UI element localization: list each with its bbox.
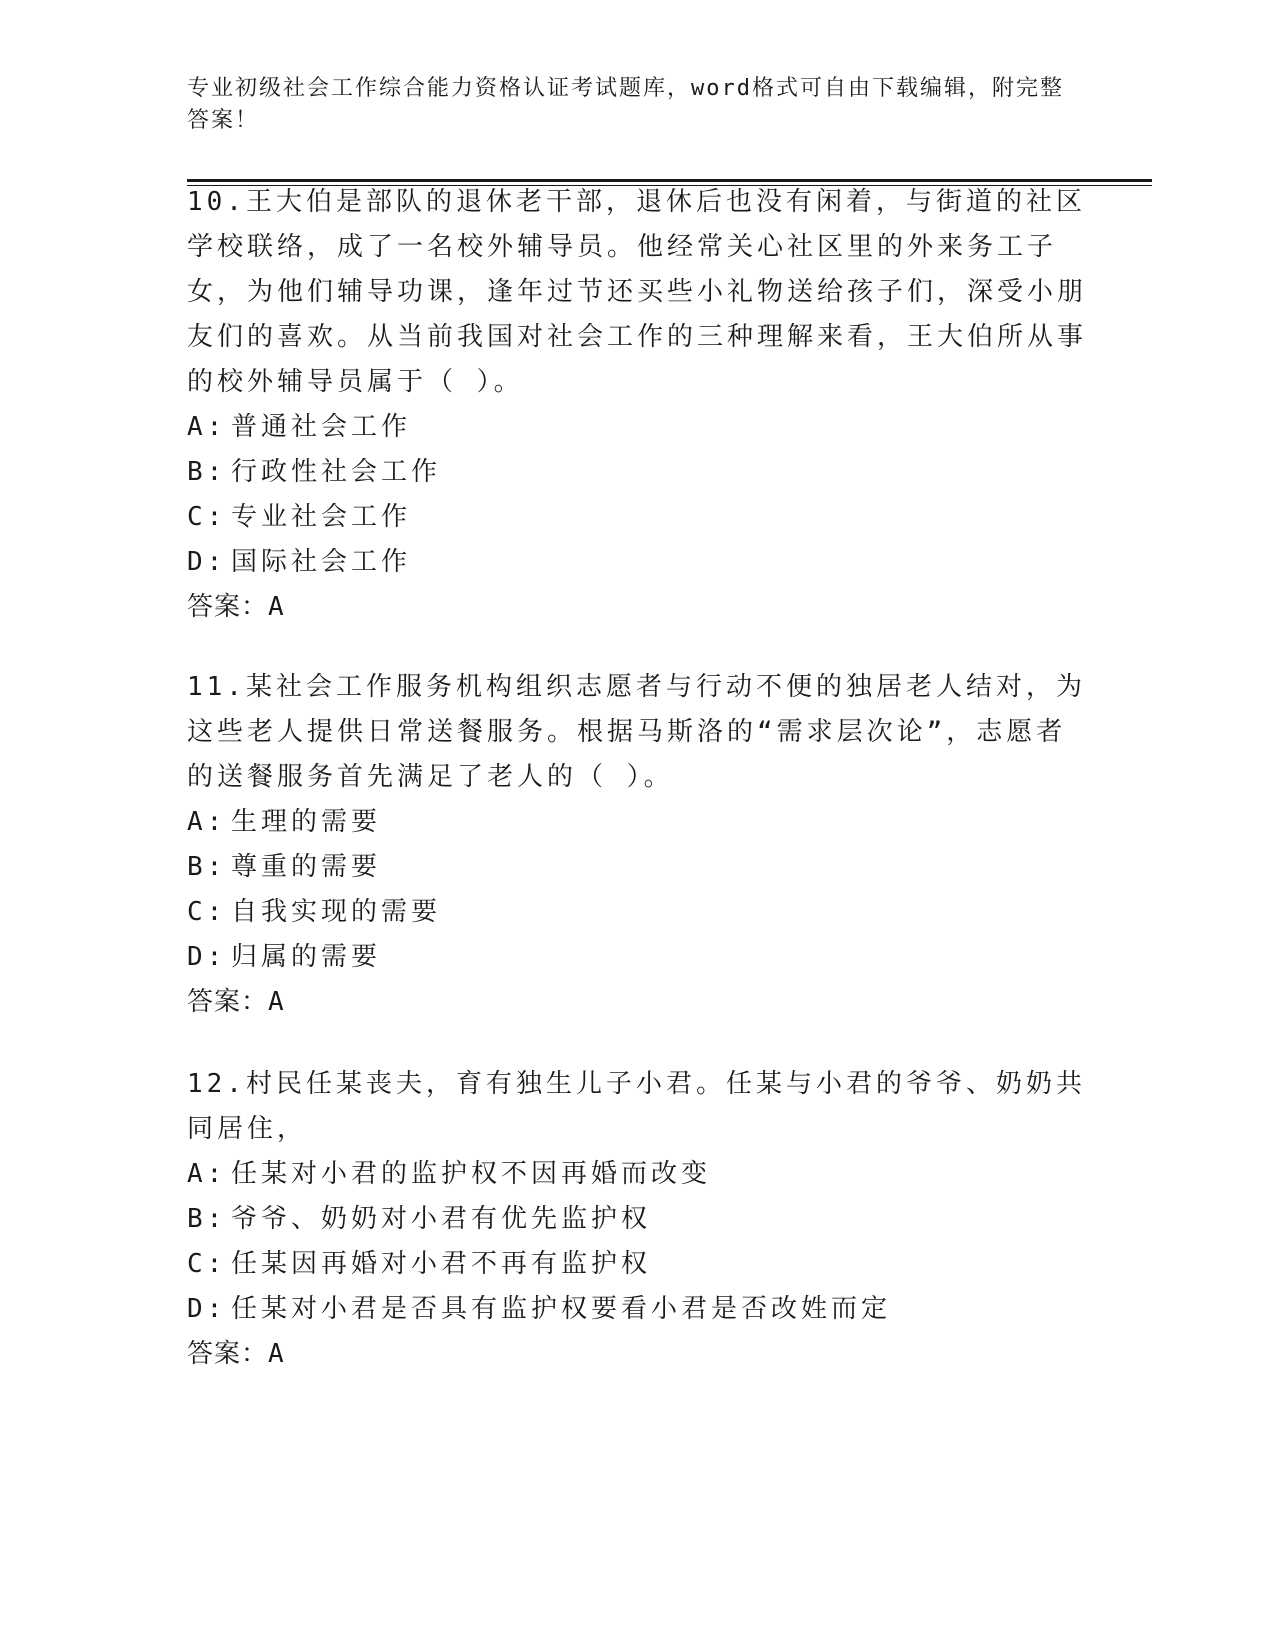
question-10 (187, 180, 1087, 630)
option-text: 专业社会工作 (231, 502, 412, 532)
option-text: 尊重的需要 (231, 852, 382, 882)
answer-line (187, 1332, 1087, 1377)
option-text: 国际社会工作 (231, 547, 412, 577)
option-letter: C: (187, 897, 227, 927)
option-b (187, 845, 1087, 890)
option-text: 任某因再婚对小君不再有监护权 (231, 1249, 652, 1279)
option-d (187, 935, 1087, 980)
option-a (187, 800, 1087, 845)
option-d (187, 1287, 1087, 1332)
option-b (187, 1197, 1087, 1242)
answer-label: 答案： (187, 592, 269, 622)
option-text: 任某对小君是否具有监护权要看小君是否改姓而定 (231, 1294, 892, 1324)
answer-value: A (268, 592, 285, 622)
option-letter: A: (187, 412, 227, 442)
option-a (187, 405, 1087, 450)
option-letter: B: (187, 457, 227, 487)
question-stem: 11.某社会工作服务机构组织志愿者与行动不便的独居老人结对，为这些老人提供日常送餐服务。根据马斯洛的“需求层次论”，志愿者的送餐服务首先满足了老人的（ ）。 (187, 672, 1086, 792)
option-text: 爷爷、奶奶对小君有优先监护权 (231, 1204, 652, 1234)
option-c (187, 495, 1087, 540)
option-text: 行政性社会工作 (231, 457, 442, 487)
option-letter: C: (187, 502, 227, 532)
option-letter: B: (187, 852, 227, 882)
answer-label: 答案： (187, 987, 269, 1017)
option-text: 自我实现的需要 (231, 897, 442, 927)
answer-value: A (268, 987, 285, 1017)
option-text: 任某对小君的监护权不因再婚而改变 (231, 1159, 712, 1189)
option-a (187, 1152, 1087, 1197)
question-stem: 10.王大伯是部队的退休老干部，退休后也没有闲着，与街道的社区学校联络，成了一名校外辅导员。他经常关心社区里的外来务工子女，为他们辅导功课，逢年过节还买些小礼物送给孩子们，深受小朋友们的喜欢。从当前我国对社会工作的三种理解来看，王大伯所从事的校外辅导员属于（ ）。 (187, 187, 1088, 397)
option-d (187, 540, 1087, 585)
option-letter: D: (187, 942, 227, 972)
option-letter: D: (187, 1294, 227, 1324)
option-letter: A: (187, 1159, 227, 1189)
answer-label: 答案： (187, 1339, 269, 1369)
option-text: 归属的需要 (231, 942, 382, 972)
question-12 (187, 1062, 1087, 1377)
answer-line (187, 585, 1087, 630)
option-letter: C: (187, 1249, 227, 1279)
option-b (187, 450, 1087, 495)
question-11 (187, 665, 1087, 1025)
answer-line (187, 980, 1087, 1025)
option-text: 生理的需要 (231, 807, 382, 837)
option-c (187, 890, 1087, 935)
option-c (187, 1242, 1087, 1287)
option-letter: D: (187, 547, 227, 577)
page-header: 专业初级社会工作综合能力资格认证考试题库，word格式可自由下载编辑，附完整答案！ (187, 76, 1064, 133)
option-text: 普通社会工作 (231, 412, 412, 442)
answer-value: A (268, 1339, 285, 1369)
option-letter: A: (187, 807, 227, 837)
option-letter: B: (187, 1204, 227, 1234)
question-stem: 12.村民任某丧夫，育有独生儿子小君。任某与小君的爷爷、奶奶共同居住， (187, 1069, 1086, 1144)
